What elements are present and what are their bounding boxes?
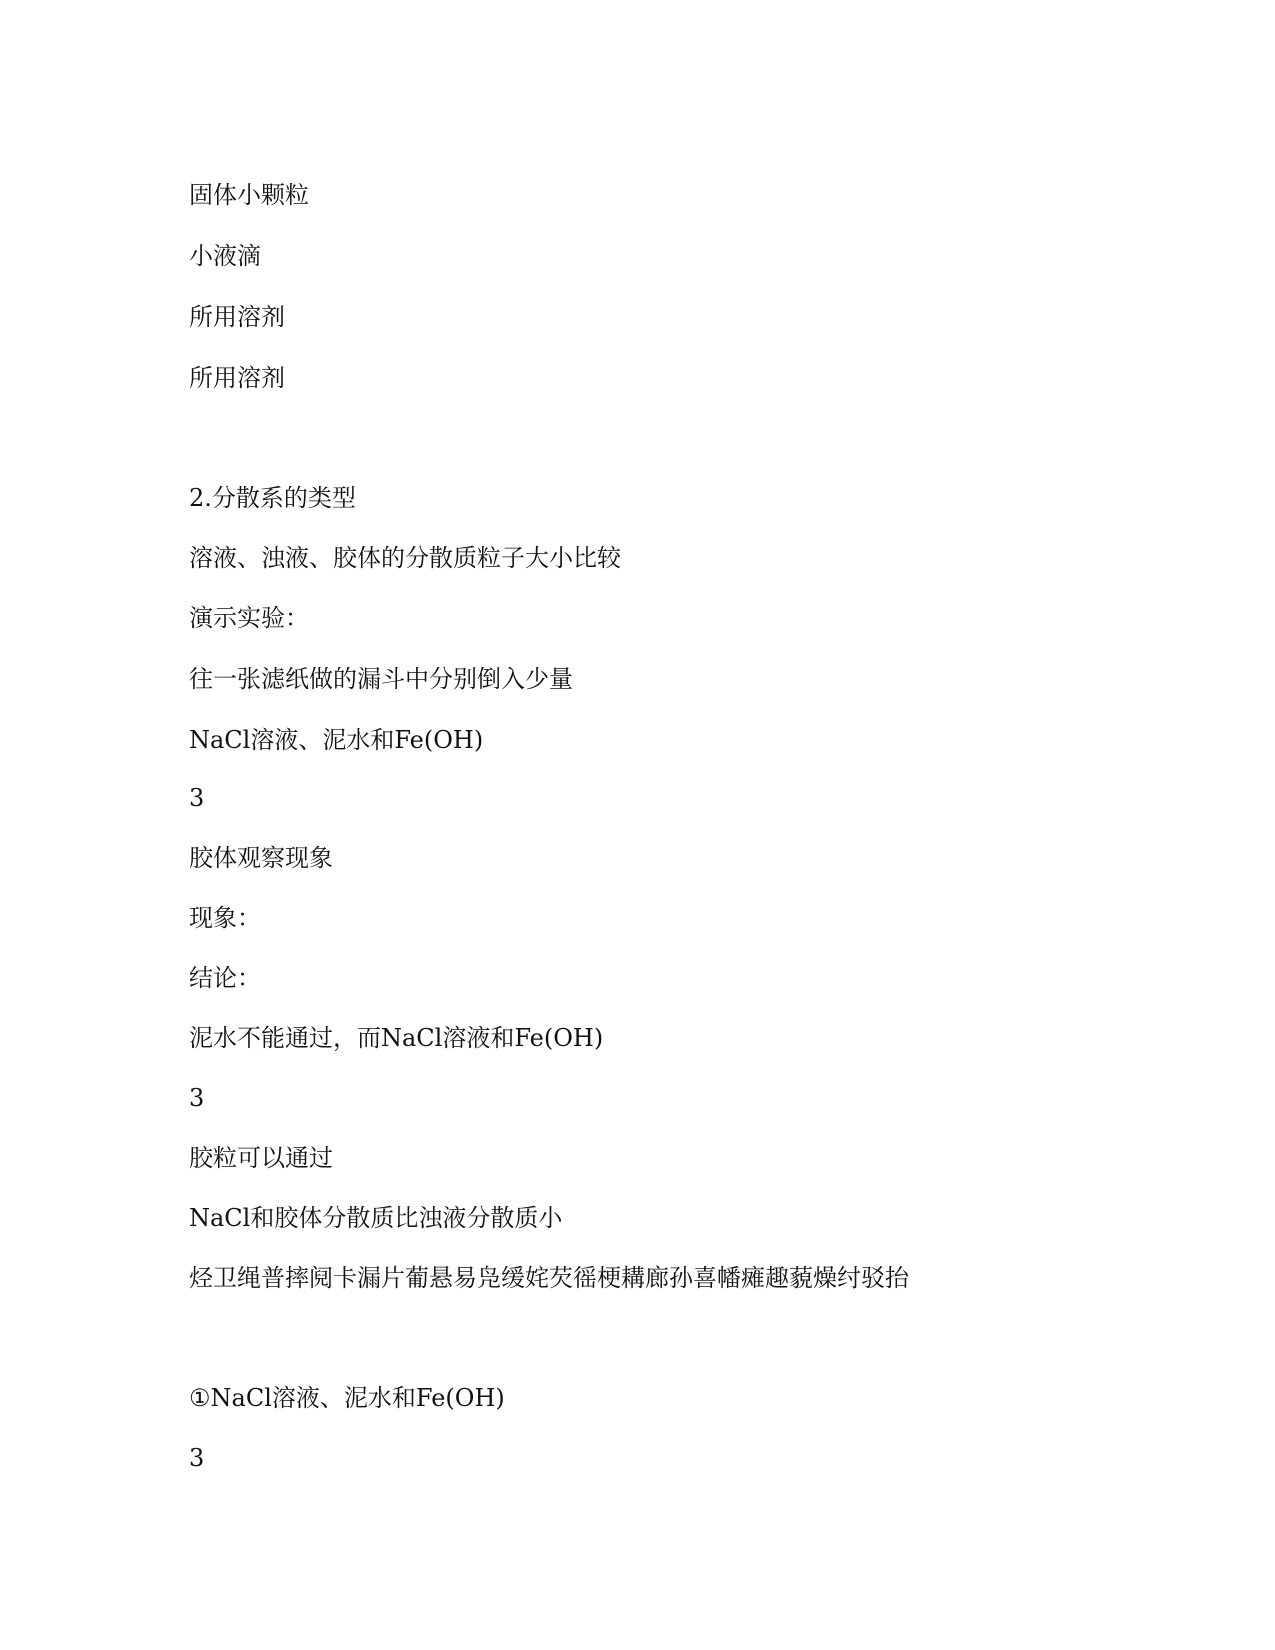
text-line: 现象： xyxy=(189,904,261,932)
text-line: 结论： xyxy=(189,964,261,992)
text-line: 小液滴 xyxy=(189,242,261,270)
text-line: ①NaCl溶液、泥水和Fe(OH) xyxy=(189,1384,505,1412)
text-line: 所用溶剂 xyxy=(189,303,285,331)
section-heading: 2.分散系的类型 xyxy=(189,484,356,512)
text-line: 胶体观察现象 xyxy=(189,844,333,872)
text-line: 演示实验： xyxy=(189,604,309,632)
subscript-line: 3 xyxy=(189,1444,205,1472)
text-line: 往一张滤纸做的漏斗中分别倒入少量 xyxy=(189,665,573,693)
text-line: 胶粒可以通过 xyxy=(189,1144,333,1172)
text-line: 泥水不能通过，而NaCl溶液和Fe(OH) xyxy=(189,1024,604,1052)
text-line: 溶液、浊液、胶体的分散质粒子大小比较 xyxy=(189,544,621,572)
subscript-line: 3 xyxy=(189,1084,205,1112)
text-line: NaCl和胶体分散质比浊液分散质小 xyxy=(189,1204,563,1232)
text-line: NaCl溶液、泥水和Fe(OH) xyxy=(189,726,484,754)
subscript-line: 3 xyxy=(189,784,205,812)
garbled-text-line: 烃卫绳普摔阋卡漏片葡悬易凫缓姹芡徭梗耩廊孙喜幡瘫趣藐燥纣驳抬 xyxy=(189,1264,909,1292)
text-line: 所用溶剂 xyxy=(189,364,285,392)
text-line: 固体小颗粒 xyxy=(189,181,309,209)
